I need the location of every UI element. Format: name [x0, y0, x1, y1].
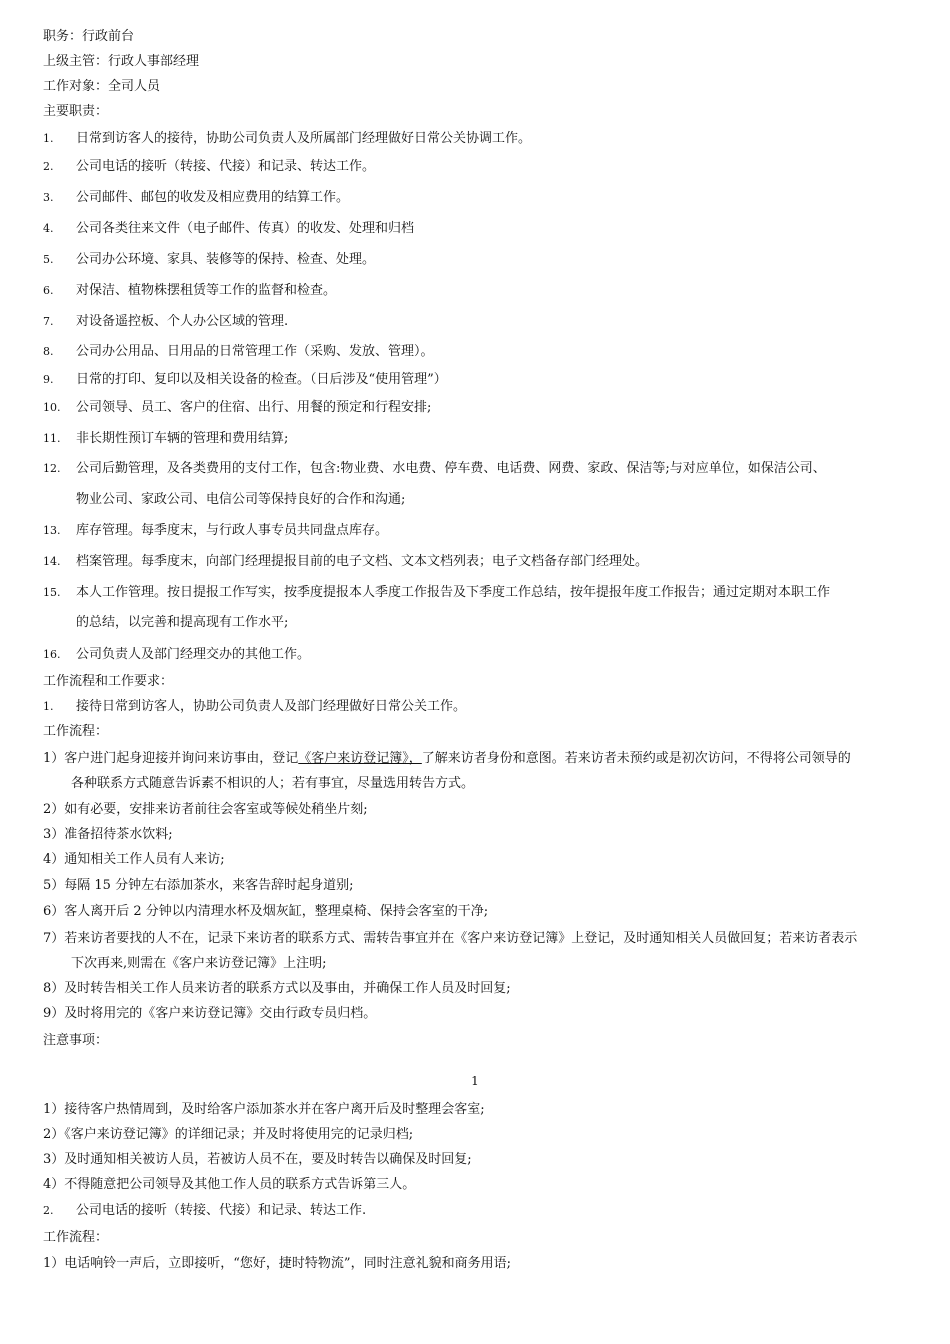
- flow-title: 工作流程：: [43, 724, 109, 739]
- duty-number: 2.: [43, 160, 54, 173]
- section-title: 公司电话的接听（转接、代接）和记录、转达工作.: [76, 1203, 367, 1218]
- section-number: 2.: [43, 1204, 54, 1217]
- duty-text: 公司办公用品、日用品的日常管理工作（采购、发放、管理）。: [76, 344, 434, 359]
- note-item: 2）《客户来访登记簿》的详细记录；并及时将使用完的记录归档;: [43, 1127, 414, 1142]
- flow-step: 8）及时转告相关工作人员来访者的联系方式以及事由，并确保工作人员及时回复;: [43, 981, 511, 996]
- duty-number: 9.: [43, 373, 54, 386]
- duty-number: 15.: [43, 586, 61, 599]
- flow-step: 5）每隔 15 分钟左右添加茶水，来客告辞时起身道别;: [43, 878, 354, 893]
- flow-step: 2）如有必要，安排来访者前往会客室或等候处稍坐片刻;: [43, 802, 368, 817]
- flow-step: 3）准备招待茶水饮料;: [43, 827, 173, 842]
- supervisor-line: 上级主管：行政人事部经理: [43, 54, 200, 69]
- flow-step: 6）客人离开后 2 分钟以内清理水杯及烟灰缸，整理桌椅、保持会客室的干净;: [43, 904, 489, 919]
- duty-number: 8.: [43, 345, 54, 358]
- duty-text: 公司办公环境、家具、装修等的保持、检查、处理。: [76, 252, 376, 267]
- notes-title: 注意事项：: [43, 1033, 109, 1048]
- flow-step: 9）及时将用完的《客户来访登记簿》交由行政专员归档。: [43, 1006, 377, 1021]
- duty-number: 7.: [43, 315, 54, 328]
- flow-step: 7）若来访者要找的人不在，记录下来访者的联系方式、需转告事宜并在《客户来访登记簿》上登记，及时通知相关人员做回复；若来访者表示: [43, 931, 858, 946]
- duty-text: 公司电话的接听（转接、代接）和记录、转达工作。: [76, 159, 376, 174]
- duty-number: 6.: [43, 284, 54, 297]
- process-title: 工作流程和工作要求：: [43, 674, 174, 689]
- duty-number: 10.: [43, 401, 61, 414]
- duty-number: 3.: [43, 191, 54, 204]
- duty-number: 13.: [43, 524, 61, 537]
- duty-text: 公司邮件、邮包的收发及相应费用的结算工作。: [76, 190, 350, 205]
- flow-title: 工作流程：: [43, 1230, 109, 1245]
- duty-number: 4.: [43, 222, 54, 235]
- note-item: 4）不得随意把公司领导及其他工作人员的联系方式告诉第三人。: [43, 1177, 416, 1192]
- duty-text: 对保洁、植物株摆租赁等工作的监督和检查。: [76, 283, 337, 298]
- duty-text: 公司各类往来文件（电子邮件、传真）的收发、处理和归档: [76, 221, 415, 236]
- duty-number: 14.: [43, 555, 61, 568]
- duty-text: 非长期性预订车辆的管理和费用结算;: [76, 431, 289, 446]
- position-line: 职务：行政前台: [43, 29, 135, 44]
- duty-number: 5.: [43, 253, 54, 266]
- step-text: 了解来访者身份和意图。若来访者未预约或是初次访问，不得将公司领导的: [421, 751, 851, 766]
- duty-number: 11.: [43, 432, 61, 445]
- duty-text: 公司领导、员工、客户的住宿、出行、用餐的预定和行程安排;: [76, 400, 432, 415]
- register-book-link-text: 《客户来访登记簿》，: [298, 751, 422, 766]
- duty-number: 12.: [43, 462, 61, 475]
- duty-text: 公司后勤管理，及各类费用的支付工作，包含:物业费、水电费、停车费、电话费、网费、家政、保洁等;与对应单位，如保洁公司、: [76, 461, 826, 476]
- step-text: 1）客户进门起身迎接并询问来访事由，登记: [43, 751, 299, 766]
- flow-step-continuation: 下次再来,则需在《客户来访登记簿》上注明;: [71, 956, 327, 971]
- duty-text: 对设备遥控板、个人办公区域的管理.: [76, 314, 289, 329]
- duty-text-continuation: 物业公司、家政公司、电信公司等保持良好的合作和沟通;: [76, 492, 406, 507]
- flow-step: [43, 750, 851, 768]
- section-number: 1.: [43, 700, 54, 713]
- duties-title: 主要职责：: [43, 104, 109, 119]
- duty-text: 档案管理。每季度末，向部门经理提报目前的电子文档、文本文档列表；电子文档备存部门经理处。: [76, 554, 649, 569]
- flow-step: 1）电话响铃一声后，立即接听，“您好，捷时特物流”，同时注意礼貌和商务用语;: [43, 1256, 511, 1271]
- duty-number: 16.: [43, 648, 61, 661]
- flow-step: 4）通知相关工作人员有人来访;: [43, 852, 225, 867]
- duty-number: 1.: [43, 132, 54, 145]
- page-number: 1: [471, 1074, 479, 1088]
- duty-text: 公司负责人及部门经理交办的其他工作。: [76, 647, 311, 662]
- section-title: 接待日常到访客人，协助公司负责人及部门经理做好日常公关工作。: [76, 699, 467, 714]
- note-item: 3）及时通知相关被访人员，若被访人员不在，要及时转告以确保及时回复;: [43, 1152, 472, 1167]
- flow-step-continuation: 各种联系方式随意告诉素不相识的人；若有事宜，尽量选用转告方式。: [71, 776, 475, 791]
- duty-text: 本人工作管理。按日提报工作写实，按季度提报本人季度工作报告及下季度工作总结，按年提报年度工作报告；通过定期对本职工作: [76, 585, 831, 600]
- duty-text: 库存管理。每季度末，与行政人事专员共同盘点库存。: [76, 523, 389, 538]
- duty-text: 日常到访客人的接待，协助公司负责人及所属部门经理做好日常公关协调工作。: [76, 131, 532, 146]
- duty-text-continuation: 的总结，以完善和提高现有工作水平;: [76, 615, 289, 630]
- duty-text: 日常的打印、复印以及相关设备的检查。（日后涉及“使用管理”）: [76, 372, 447, 387]
- target-line: 工作对象：全司人员: [43, 79, 161, 94]
- note-item: 1）接待客户热情周到，及时给客户添加茶水并在客户离开后及时整理会客室;: [43, 1102, 485, 1117]
